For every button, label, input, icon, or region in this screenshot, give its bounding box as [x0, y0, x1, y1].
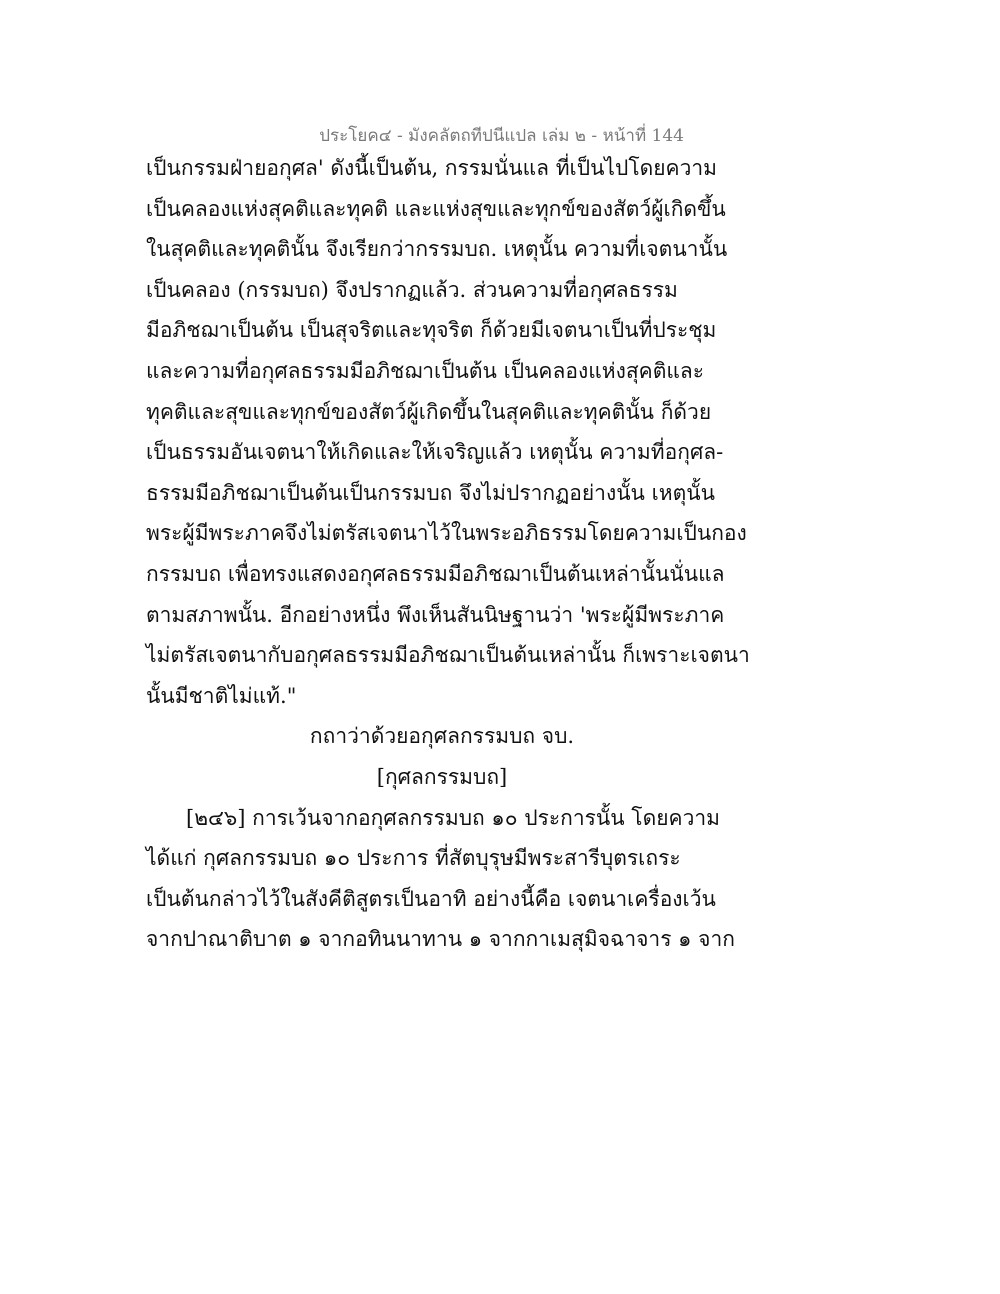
- text-line: เป็นต้นกล่าวไว้ในสังคีติสูตรเป็นอาทิ อย่างนี้คือ เจตนาเครื่องเว้น: [146, 886, 716, 911]
- text-line: มีอภิชฌาเป็นต้น เป็นสุจริตและทุจริต ก็ด้วยมีเจตนาเป็นที่ประชุม: [146, 318, 717, 343]
- text-line: กรรมบถ เพื่อทรงแสดงอกุศลธรรมมีอภิชฌาเป็นต้นเหล่านั้นนั่นแล: [146, 561, 725, 586]
- page-header: ประโยค๔ - มังคลัตถทีปนีแปล เล่ม ๒ - หน้าที่ 144: [319, 126, 684, 146]
- text-line: ได้แก่ กุศลกรรมบถ ๑๐ ประการ ที่สัตบุรุษมีพระสารีบุตรเถระ: [146, 846, 681, 871]
- text-line: เป็นกรรมฝ่ายอกุศล' ดังนี้เป็นต้น, กรรมนั่นแล ที่เป็นไปโดยความ: [146, 156, 718, 180]
- text-line: เป็นธรรมอันเจตนาให้เกิดและให้เจริญแล้ว เหตุนั้น ความที่อกุศล-: [146, 440, 724, 465]
- section-title: [กุศลกรรมบถ]: [376, 764, 508, 789]
- section-end-heading: กถาว่าด้วยอกุศลกรรมบถ จบ.: [309, 724, 575, 749]
- text-line: ตามสภาพนั้น. อีกอย่างหนึ่ง พึงเห็นสันนิษฐานว่า 'พระผู้มีพระภาค: [146, 602, 725, 627]
- body-text: [146, 148, 750, 960]
- text-line: และความที่อกุศลธรรมมีอภิชฌาเป็นต้น เป็นคลองแห่งสุคติและ: [146, 358, 705, 383]
- text-line: นั้นมีชาติไม่แท้.": [146, 683, 297, 708]
- text-line: เป็นคลอง (กรรมบถ) จึงปรากฏแล้ว. ส่วนความที่อกุศลธรรม: [146, 277, 678, 302]
- text-line: [๒๔๖] การเว้นจากอกุศลกรรมบถ ๑๐ ประการนั้น โดยความ: [186, 805, 720, 830]
- text-line: พระผู้มีพระภาคจึงไม่ตรัสเจตนาไว้ในพระอภิธรรมโดยความเป็นกอง: [146, 521, 747, 546]
- text-line: ทุคติและสุขและทุกข์ของสัตว์ผู้เกิดขึ้นในสุคติและทุคตินั้น ก็ด้วย: [146, 399, 712, 424]
- text-line: ธรรมมีอภิชฌาเป็นต้นเป็นกรรมบถ จึงไม่ปรากฏอย่างนั้น เหตุนั้น: [146, 480, 715, 505]
- text-line: ไม่ตรัสเจตนากับอกุศลธรรมมีอภิชฌาเป็นต้นเหล่านั้น ก็เพราะเจตนา: [146, 643, 750, 668]
- text-line: ในสุคติและทุคตินั้น จึงเรียกว่ากรรมบถ. เหตุนั้น ความที่เจตนานั้น: [146, 237, 728, 262]
- text-line: จากปาณาติบาต ๑ จากอทินนาทาน ๑ จากกาเมสุมิจฉาจาร ๑ จาก: [146, 927, 735, 952]
- text-line: เป็นคลองแห่งสุคติและทุคติ และแห่งสุขและทุกข์ของสัตว์ผู้เกิดขึ้น: [146, 196, 726, 221]
